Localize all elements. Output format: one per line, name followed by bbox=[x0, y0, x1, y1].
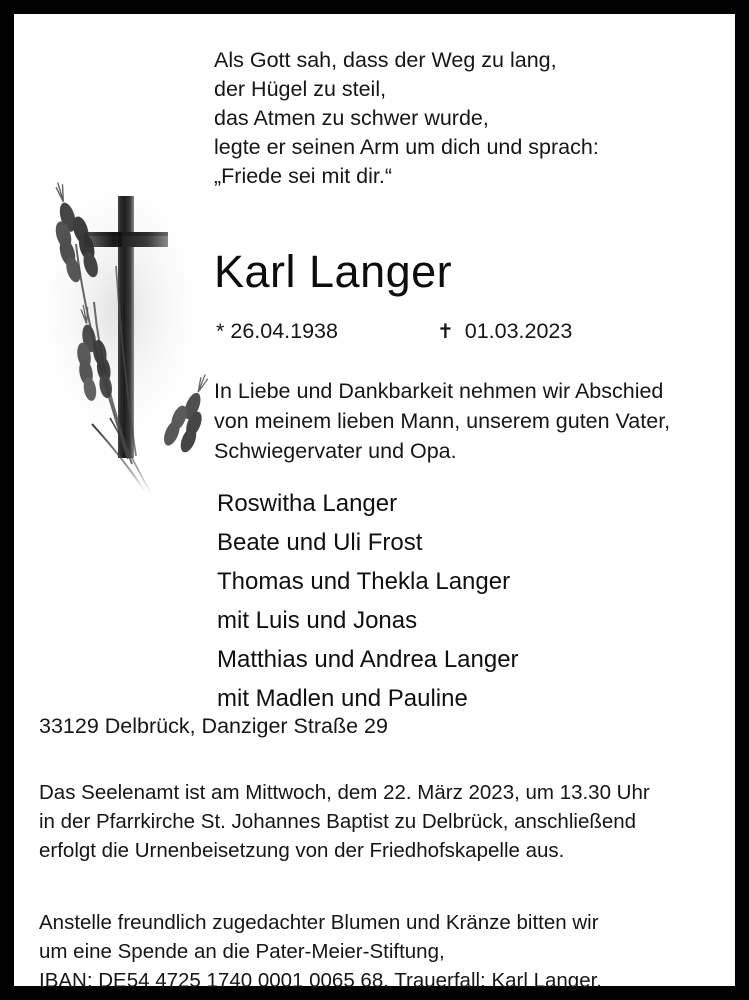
dedication-line-1: In Liebe und Dankbarkeit nehmen wir Abschied bbox=[214, 379, 664, 403]
list-item: Thomas und Thekla Langer bbox=[217, 568, 511, 595]
poem-line-2: der Hügel zu steil, bbox=[214, 77, 387, 101]
list-item: Roswitha Langer bbox=[217, 490, 398, 517]
death-date-group bbox=[437, 319, 572, 344]
dedication-line-3: Schwiegervater und Opa. bbox=[214, 439, 457, 463]
death-date: 01.03.2023 bbox=[464, 319, 573, 343]
poem-block bbox=[214, 46, 734, 191]
service-line-3: erfolgt die Urnenbeisetzung von der Friedhofskapelle aus. bbox=[39, 839, 565, 862]
birth-date: 26.04.1938 bbox=[230, 319, 338, 343]
birth-symbol: * bbox=[216, 319, 225, 343]
poem-line-3: das Atmen zu schwer wurde, bbox=[214, 106, 489, 130]
donation-line-1: Anstelle freundlich zugedachter Blumen und Kränze bitten wir bbox=[39, 911, 599, 934]
address-line: 33129 Delbrück, Danziger Straße 29 bbox=[39, 714, 388, 738]
poem-line-4: legte er seinen Arm um dich und sprach: bbox=[214, 135, 599, 159]
list-item: Matthias und Andrea Langer bbox=[217, 646, 519, 673]
service-line-2: in der Pfarrkirche St. Johannes Baptist zu Delbrück, anschließend bbox=[39, 810, 637, 833]
list-item: mit Madlen und Pauline bbox=[217, 685, 468, 712]
donation-request-block bbox=[39, 908, 739, 995]
list-item: mit Luis und Jonas bbox=[217, 607, 418, 634]
poem-line-5: „Friede sei mit dir.“ bbox=[214, 164, 393, 188]
donation-line-2: um eine Spende an die Pater-Meier-Stiftung, bbox=[39, 940, 445, 963]
list-item: Beate und Uli Frost bbox=[217, 529, 423, 556]
obituary-inner bbox=[14, 14, 735, 992]
cross-with-wheat-icon bbox=[32, 174, 212, 504]
birth-date-group bbox=[216, 319, 431, 344]
deceased-name: Karl Langer bbox=[214, 246, 453, 297]
cross-dagger-icon: ✝ bbox=[436, 321, 454, 343]
dedication-line-2: von meinem lieben Mann, unserem guten Vater, bbox=[214, 409, 671, 433]
life-dates bbox=[216, 319, 716, 344]
service-line-1: Das Seelenamt ist am Mittwoch, dem 22. März 2023, um 13.30 Uhr bbox=[39, 781, 650, 804]
poem-line-1: Als Gott sah, dass der Weg zu lang, bbox=[214, 48, 557, 72]
dedication-block bbox=[214, 376, 734, 466]
mourners-list bbox=[217, 484, 737, 718]
service-details-block bbox=[39, 778, 739, 865]
donation-line-3: IBAN: DE54 4725 1740 0001 0065 68, Trauerfall: Karl Langer. bbox=[39, 969, 602, 992]
